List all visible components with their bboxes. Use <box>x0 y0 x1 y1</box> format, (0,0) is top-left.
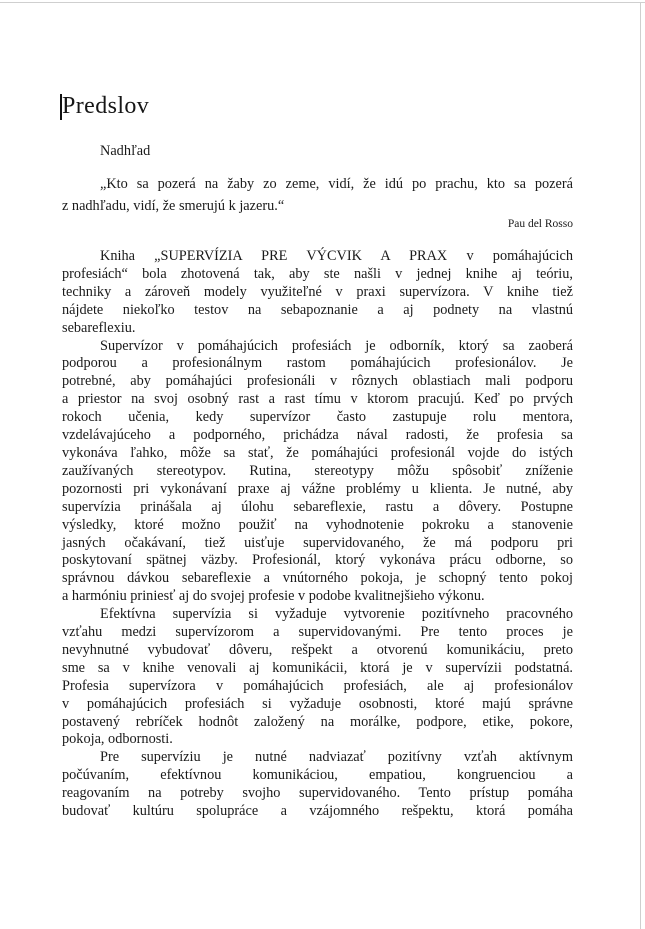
text-line: rokoch učenia, kedy supervízor často zastupuje rolu mentora, <box>62 409 573 426</box>
body-text <box>62 248 573 821</box>
text-line: sme sa v knihe venovali aj komunikácii, ktorá je v supervízii podstatná. <box>62 659 573 676</box>
text-line: nevyhnutné vybudovať dôveru, rešpekt a otvorenú komunikáciu, preto <box>62 641 573 658</box>
text-line: poskytovaní spätnej väzby. Profesionál, ktorý vykonáva prácu odborne, so <box>62 552 573 569</box>
text-line: pozornosti pri vykonávaní praxe aj vážne problémy u klienta. Je nutné, aby <box>62 480 573 497</box>
text-line: počúvaním, efektívnou komunikáciou, empatiou, kongruenciou a <box>62 767 573 784</box>
text-line: potrebné, aby pomáhajúci profesionáli v rôznych oblastiach mali podporu <box>62 373 573 390</box>
page-top-edge <box>0 2 645 3</box>
text-line: podporou a profesionálnym rastom pomáhajúcich profesionálov. Je <box>62 355 573 372</box>
text-line: Profesia supervízora v pomáhajúcich profesiách, ale aj profesionálov <box>62 677 573 694</box>
text-line: výsledky, ktoré možno použiť na vyhodnotenie pokroku a stanovenie <box>62 516 573 533</box>
paragraph <box>62 606 573 749</box>
quote <box>62 174 573 217</box>
paragraph <box>62 749 573 821</box>
text-line: vykonáva ľahko, môže sa stať, že pomáhajúci profesionál vojde do istých <box>62 444 573 461</box>
text-line: Kniha „SUPERVÍZIA PRE VÝCVIK A PRAX v pomáhajúcich <box>100 248 573 264</box>
text-line: sebareflexiu. <box>62 319 136 336</box>
text-line: Efektívna supervízia si vyžaduje vytvorenie pozitívneho pracovného <box>100 606 573 623</box>
text-line: a priestor na svoj osobný rast a rast tímu v ktorom pracujú. Keď po prvých <box>62 391 573 408</box>
text-line: profesiách“ bola zhotovená tak, aby ste našli v jednej knihe aj teóriu, <box>62 265 573 282</box>
text-line: a harmóniu priniesť aj do svojej profesie v podobe kvalitnejšieho výkonu. <box>62 588 485 605</box>
text-line: budovať kultúru spolupráce a vzájomného rešpektu, ktorá pomáha <box>62 803 573 820</box>
text-line: zaužívaných stereotypov. Rutina, stereotypy môžu spôsobiť zníženie <box>62 462 573 479</box>
text-line: „Kto sa pozerá na žaby zo zeme, vidí, že idú po prachu, kto sa pozerá <box>100 176 573 192</box>
text-line: supervízia prinášala aj úlohu sebareflexie, rastu a dôvery. Postupne <box>62 498 573 515</box>
page-title: Predslov <box>62 93 150 119</box>
text-line: Pre supervíziu je nutné nadviazať pozitívny vzťah aktívnym <box>100 749 573 766</box>
text-line: jasných očakávaní, tiež uisťuje supervidovaného, že má podporu pri <box>62 534 573 551</box>
text-line: v pomáhajúcich profesiách si vyžaduje osobnosti, ktoré majú správne <box>62 695 573 712</box>
text-line: vzťahu medzi supervízorom a supervidovanými. Pre tento proces je <box>62 624 573 641</box>
paragraph <box>62 248 573 338</box>
page-right-edge <box>640 2 641 929</box>
subheading: Nadhľad <box>100 143 151 159</box>
text-line: techniky a zároveň modely využiteľné v praxi supervízora. V knihe tiež <box>62 283 573 300</box>
text-line: postavený rebríček hodnôt založený na morálke, podpore, etike, pokore, <box>62 713 573 730</box>
text-line: reagovaním na potreby svojho supervidovaného. Tento prístup pomáha <box>62 785 573 802</box>
text-line: pokoja, odbornosti. <box>62 731 173 748</box>
quote-attribution: Pau del Rosso <box>507 218 573 230</box>
text-line: nájdete niekoľko testov na sebapoznanie a aj podnety na vlastnú <box>62 301 573 318</box>
text-line: Supervízor v pomáhajúcich profesiách je odborník, ktorý sa zaoberá <box>100 337 573 354</box>
paragraph <box>62 338 573 607</box>
document-canvas[interactable] <box>62 92 573 821</box>
text-line: správnou dávkou sebareflexie a vnútorného pokoja, je schopný tento pokoj <box>62 570 573 587</box>
text-line: z nadhľadu, vidí, že smerujú k jazeru.“ <box>62 197 285 214</box>
text-line: vzdelávajúceho a podporného, prichádza nával radosti, že profesia sa <box>62 427 573 444</box>
